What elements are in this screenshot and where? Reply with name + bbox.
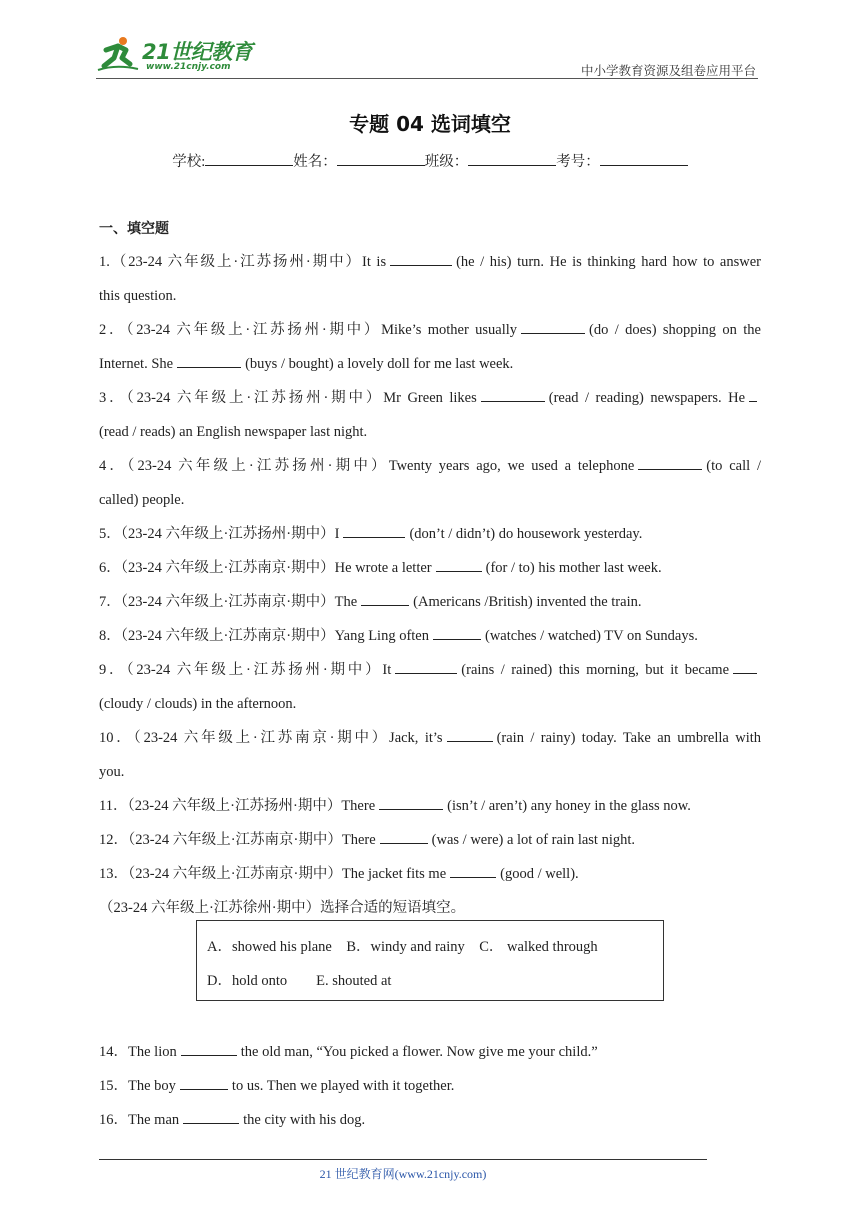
answer-blank[interactable] <box>749 386 757 402</box>
page-header <box>96 34 760 80</box>
logo-text: 21世纪教育 <box>142 40 253 64</box>
question-1-cont: this question. <box>99 288 177 304</box>
question-11: 11．（23-24 六年级上·江苏扬州·期中）There (isn’t / aren’t) any honey in the glass now. <box>99 789 761 823</box>
answer-blank[interactable] <box>180 1074 228 1090</box>
question-16: 16．The man the city with his dog. <box>99 1103 761 1137</box>
question-8: 8．（23-24 六年级上·江苏南京·期中）Yang Ling often (watches / watched) TV on Sundays. <box>99 619 761 653</box>
options-box <box>196 920 664 1001</box>
platform-name: 中小学教育资源及组卷应用平台 <box>580 64 756 78</box>
answer-blank[interactable] <box>177 352 241 368</box>
answer-blank[interactable] <box>433 624 481 640</box>
question-9: 9．（23-24 六年级上·江苏扬州·期中）It (rains / rained) this morning, but it became <box>99 653 761 687</box>
school-blank <box>205 151 293 166</box>
answer-blank[interactable] <box>379 794 443 810</box>
option-b: B．windy and rainy <box>346 939 465 955</box>
answer-blank[interactable] <box>521 318 585 334</box>
answer-blank[interactable] <box>733 658 757 674</box>
question-3: 3．（23-24 六年级上·江苏扬州·期中）Mr Green likes (read / reading) newspapers. He <box>99 381 761 415</box>
option-c: C． walked through <box>479 939 598 955</box>
answer-blank[interactable] <box>183 1108 239 1124</box>
question-5: 5．（23-24 六年级上·江苏扬州·期中）I (don’t / didn’t) do housework yesterday. <box>99 517 761 551</box>
question-4: 4．（23-24 六年级上·江苏扬州·期中）Twenty years ago, we used a telephone (to call / <box>99 449 761 483</box>
logo-url: www.21cnjy.com <box>146 62 231 72</box>
group-intro: （23-24 六年级上·江苏徐州·期中）选择合适的短语填空。 <box>99 900 466 916</box>
answer-blank[interactable] <box>395 658 457 674</box>
runner-logo-icon <box>96 36 140 72</box>
exam-no-blank <box>600 151 688 166</box>
answer-blank[interactable] <box>390 250 452 266</box>
answer-blank[interactable] <box>447 726 493 742</box>
answer-blank[interactable] <box>638 454 702 470</box>
school-label: 学校: <box>172 154 206 170</box>
question-9-cont: (cloudy / clouds) in the afternoon. <box>99 696 297 712</box>
answer-blank[interactable] <box>436 556 482 572</box>
footer-link[interactable]: 21 世纪教育网(www.21cnjy.com) <box>319 1167 487 1181</box>
question-list <box>99 245 761 925</box>
question-4-cont: called) people. <box>99 492 185 508</box>
class-label: 班级： <box>424 154 469 170</box>
question-3-cont: (read / reads) an English newspaper last night. <box>99 424 368 440</box>
sentence-list <box>99 1035 761 1137</box>
options-row-1 <box>207 935 598 956</box>
question-1: 1.（23-24 六年级上·江苏扬州·期中）It is (he / his) turn. He is thinking hard how to answer <box>99 245 761 279</box>
question-15: 15．The boy to us. Then we played with it together. <box>99 1069 761 1103</box>
answer-blank[interactable] <box>481 386 545 402</box>
option-a: A．showed his plane <box>207 939 332 955</box>
exam-no-label: 考号： <box>556 154 600 170</box>
question-2: 2．（23-24 六年级上·江苏扬州·期中）Mike’s mother usually (do / does) shopping on the <box>99 313 761 347</box>
question-2-cont: Internet. She (buys / bought) a lovely doll for me last week. <box>99 347 761 381</box>
question-12: 12．（23-24 六年级上·江苏南京·期中）There (was / were) a lot of rain last night. <box>99 823 761 857</box>
page-title: 专题 04 选词填空 <box>349 112 511 136</box>
header-divider <box>96 78 758 79</box>
question-7: 7．（23-24 六年级上·江苏南京·期中）The (Americans /British) invented the train. <box>99 585 761 619</box>
class-blank <box>468 151 556 166</box>
options-row-2 <box>207 969 391 990</box>
question-6: 6．（23-24 六年级上·江苏南京·期中）He wrote a letter (for / to) his mother last week. <box>99 551 761 585</box>
name-label: 姓名： <box>293 154 337 170</box>
logo <box>96 34 266 80</box>
question-10-cont: you. <box>99 764 125 780</box>
footer-divider <box>99 1159 707 1160</box>
section-title: 一、填空题 <box>99 221 169 237</box>
question-10: 10．（23-24 六年级上·江苏南京·期中）Jack, it’s (rain / rainy) today. Take an umbrella with <box>99 721 761 755</box>
name-blank <box>337 151 425 166</box>
answer-blank[interactable] <box>181 1040 237 1056</box>
question-13: 13．（23-24 六年级上·江苏南京·期中）The jacket fits me (good / well). <box>99 857 761 891</box>
answer-blank[interactable] <box>343 522 405 538</box>
answer-blank[interactable] <box>361 590 409 606</box>
answer-blank[interactable] <box>380 828 428 844</box>
option-e: E. shouted at <box>316 973 392 989</box>
option-d: D．hold onto <box>207 973 288 989</box>
student-info-line <box>0 150 860 171</box>
question-14: 14．The lion the old man, “You picked a flower. Now give me your child.” <box>99 1035 761 1069</box>
answer-blank[interactable] <box>450 862 496 878</box>
